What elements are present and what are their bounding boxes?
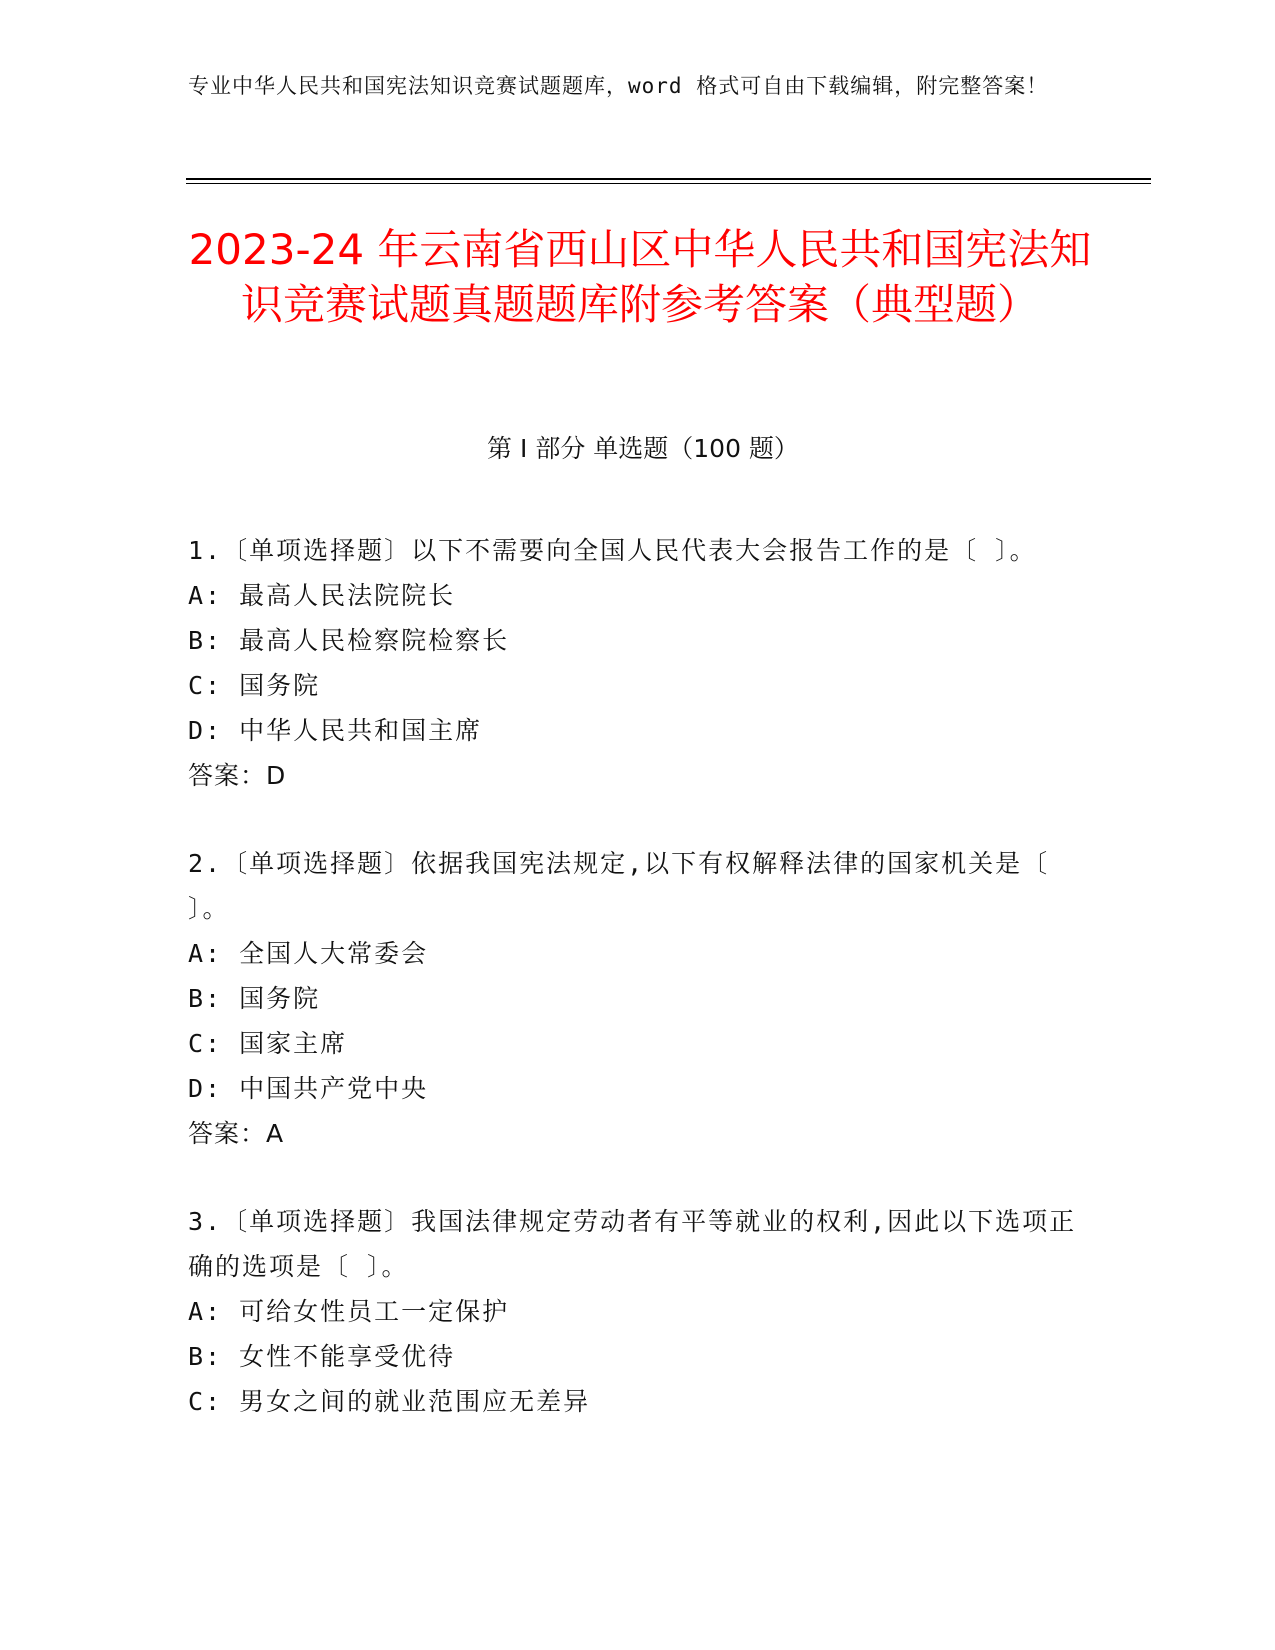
section-title: 第 I 部分 单选题（100 题）: [487, 434, 799, 463]
question-3: [188, 1199, 1093, 1424]
header-divider-thick: [186, 178, 1151, 180]
header-divider-thin: [186, 183, 1151, 184]
question-stem: 1.〔单项选择题〕以下不需要向全国人民代表大会报告工作的是〔 〕。: [188, 536, 1037, 565]
answer-line: 答案：D: [188, 761, 287, 790]
option-b: B: 女性不能享受优待: [188, 1342, 456, 1371]
question-stem: 3.〔单项选择题〕我国法律规定劳动者有平等就业的权利,因此以下选项正确的选项是〔 〕。: [188, 1207, 1077, 1281]
option-a: A: 可给女性员工一定保护: [188, 1297, 510, 1326]
option-c: C: 国家主席: [188, 1029, 348, 1058]
header-note: 专业中华人民共和国宪法知识竞赛试题题库，word 格式可自由下载编辑，附完整答案！: [188, 74, 1049, 98]
answer-line: 答案：A: [188, 1119, 285, 1148]
option-c: C: 国务院: [188, 671, 321, 700]
option-d: D: 中华人民共和国主席: [188, 716, 483, 745]
option-c: C: 男女之间的就业范围应无差异: [188, 1387, 591, 1416]
option-d: D: 中国共产党中央: [188, 1074, 429, 1103]
question-stem: 2.〔单项选择题〕依据我国宪法规定,以下有权解释法律的国家机关是〔 〕。: [188, 849, 1050, 923]
option-b: B: 最高人民检察院检察长: [188, 626, 510, 655]
question-list: [188, 528, 1093, 1467]
option-a: A: 全国人大常委会: [188, 939, 429, 968]
question-1: [188, 528, 1093, 798]
question-2: [188, 841, 1093, 1156]
document-title: 2023-24 年云南省西山区中华人民共和国宪法知识竞赛试题真题题库附参考答案（典型题）: [188, 225, 1092, 329]
option-b: B: 国务院: [188, 984, 321, 1013]
option-a: A: 最高人民法院院长: [188, 581, 456, 610]
